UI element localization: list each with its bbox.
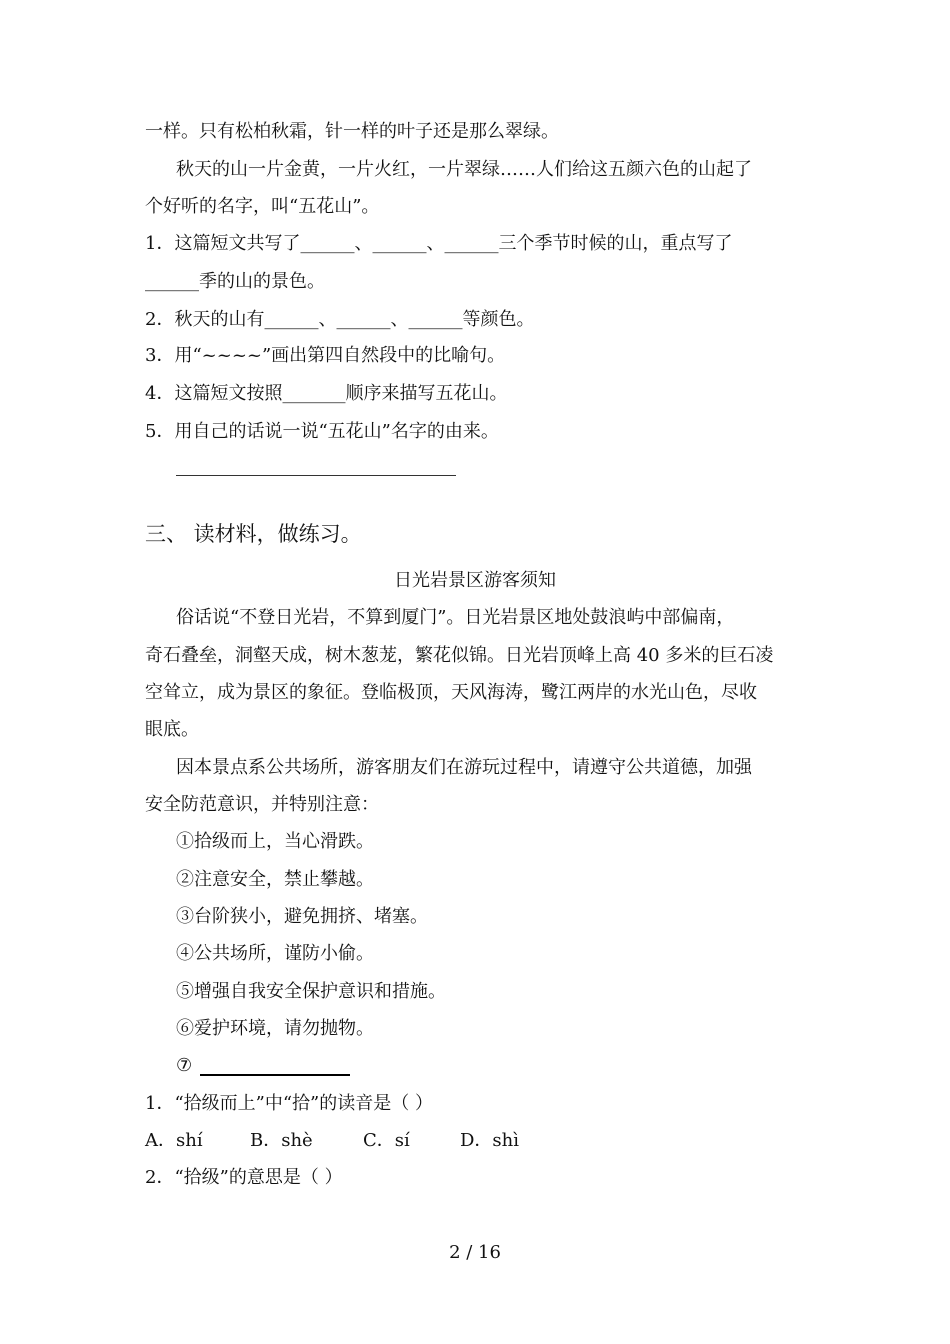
answer-line bbox=[176, 475, 456, 476]
question-b1: 1．“拾级而上”中“拾”的读音是（ ） bbox=[145, 1093, 433, 1114]
notice-rule-item: ⑤增强自我安全保护意识和措施。 bbox=[176, 981, 446, 1002]
question-b2: 2．“拾级”的意思是（ ） bbox=[145, 1167, 343, 1188]
notice-rule-item: ⑦ bbox=[176, 1055, 193, 1076]
notice-title: 日光岩景区游客须知 bbox=[394, 570, 556, 591]
page-number: 2 / 16 bbox=[449, 1242, 501, 1263]
notice-paragraph-line: 奇石叠垒，洞壑天成，树木葱茏，繁花似锦。日光岩顶峰上高 40 多米的巨石凌 bbox=[145, 645, 774, 666]
answer-line bbox=[200, 1074, 350, 1076]
passage-line: 秋天的山一片金黄，一片火红，一片翠绿……人们给这五颜六色的山起了 bbox=[176, 159, 752, 180]
question-4: 4．这篇短文按照_______顺序来描写五花山。 bbox=[145, 383, 508, 404]
notice-paragraph-line: 安全防范意识，并特别注意： bbox=[145, 794, 379, 815]
question-b1-options bbox=[145, 1130, 519, 1152]
notice-rule-item: ⑥爱护环境，请勿抛物。 bbox=[176, 1018, 374, 1039]
option-d: D．shì bbox=[460, 1130, 520, 1151]
notice-paragraph-line: 因本景点系公共场所，游客朋友们在游玩过程中，请遵守公共道德，加强 bbox=[176, 757, 752, 778]
passage-line: 个好听的名字，叫“五花山”。 bbox=[145, 196, 380, 217]
notice-rule-item: ④公共场所，谨防小偷。 bbox=[176, 943, 374, 964]
option-a: A．shí bbox=[145, 1130, 203, 1151]
notice-paragraph-line: 空耸立，成为景区的象征。登临极顶，天风海涛，鹭江两岸的水光山色，尽收 bbox=[145, 682, 757, 703]
option-c: C．sí bbox=[363, 1130, 410, 1151]
notice-rule-item: ③台阶狭小，避免拥挤、堵塞。 bbox=[176, 906, 428, 927]
passage-line: 一样。只有松柏秋霜，针一样的叶子还是那么翠绿。 bbox=[145, 121, 559, 142]
question-1-continued: ______季的山的景色。 bbox=[145, 271, 325, 292]
section-heading: 三、 读材料，做练习。 bbox=[145, 522, 362, 546]
question-1: 1．这篇短文共写了______、______、______三个季节时候的山，重点写了 bbox=[145, 233, 733, 254]
notice-rule-item: ①拾级而上，当心滑跌。 bbox=[176, 831, 374, 852]
question-3: 3．用“~~~~”画出第四自然段中的比喻句。 bbox=[145, 345, 506, 366]
notice-paragraph-line: 眼底。 bbox=[145, 719, 199, 740]
question-2: 2．秋天的山有______、______、______等颜色。 bbox=[145, 309, 535, 330]
option-b: B．shè bbox=[250, 1130, 313, 1151]
notice-rule-item: ②注意安全，禁止攀越。 bbox=[176, 869, 374, 890]
notice-paragraph-line: 俗话说“不登日光岩，不算到厦门”。日光岩景区地处鼓浪屿中部偏南， bbox=[176, 607, 735, 628]
question-5: 5．用自己的话说一说“五花山”名字的由来。 bbox=[145, 421, 499, 442]
